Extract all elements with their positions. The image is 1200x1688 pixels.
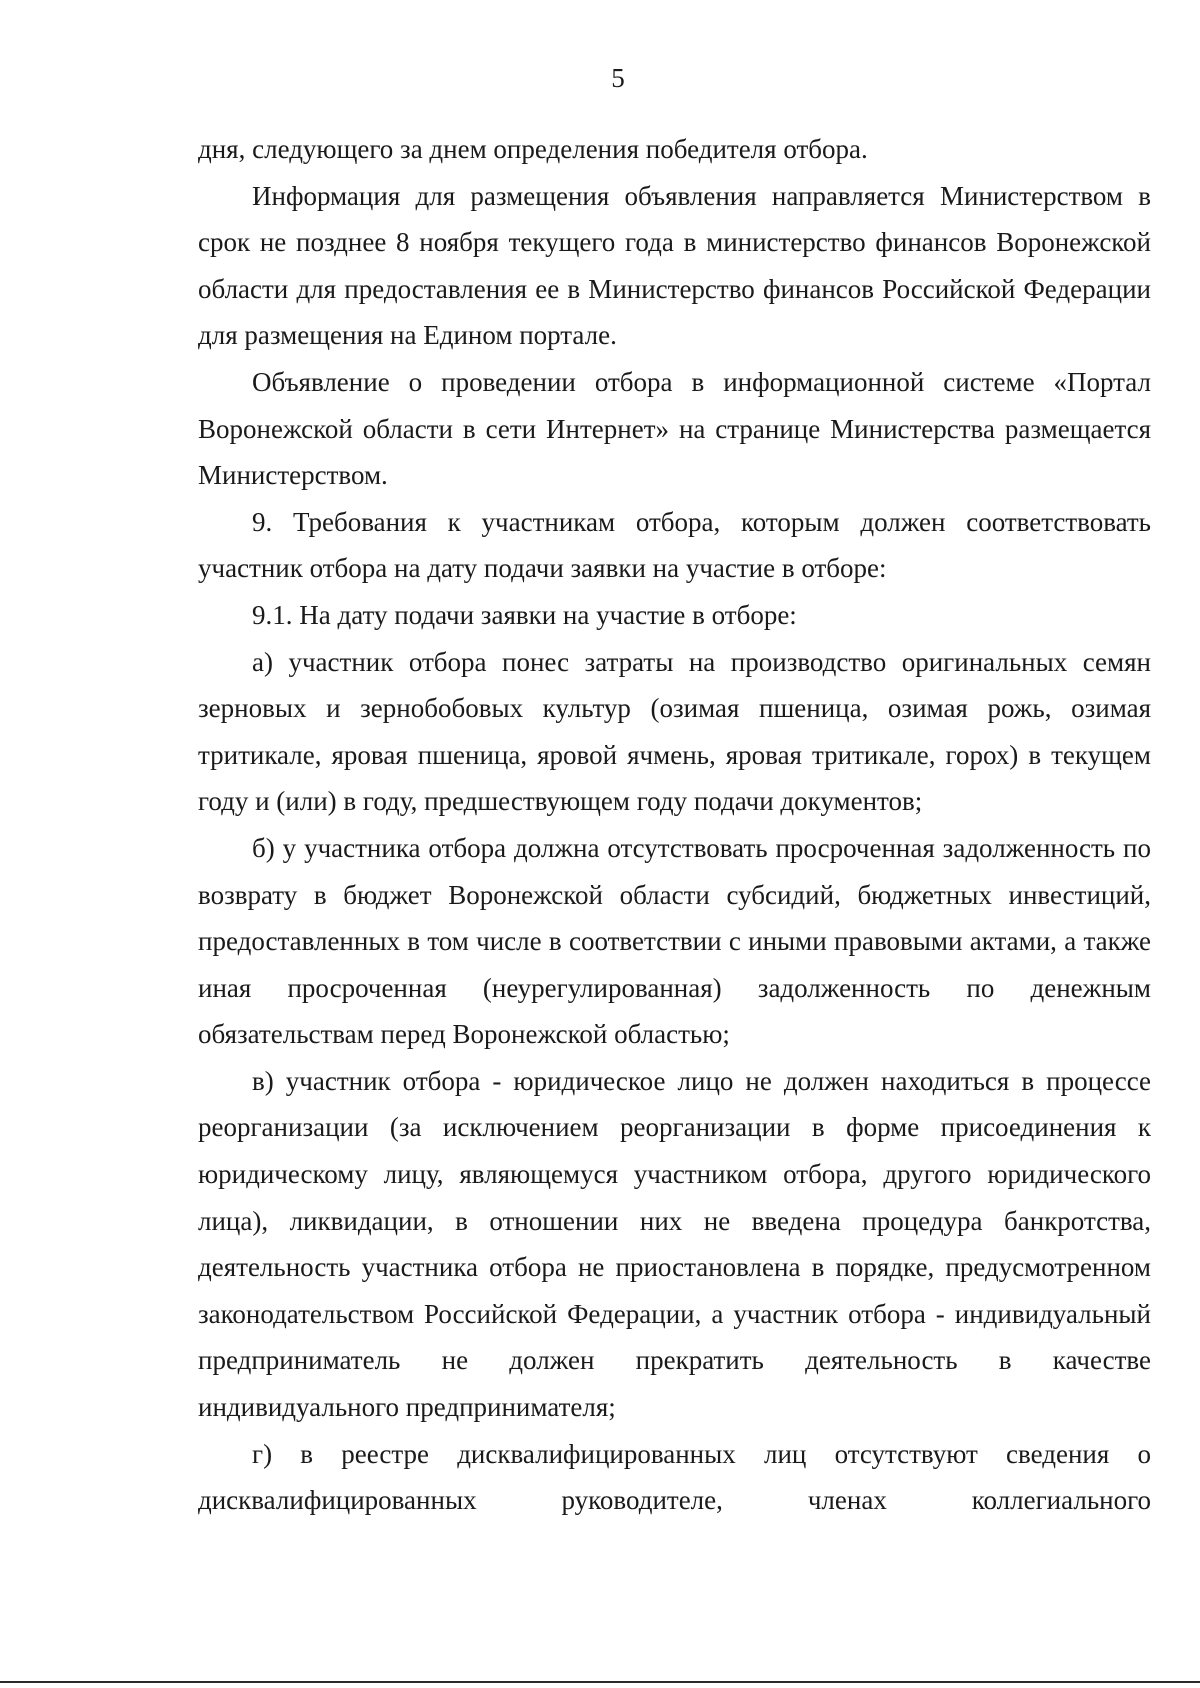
paragraph-section-9-requirements: 9. Требования к участникам отбора, которым должен соответствовать участник отбора на дату подачи заявки на участие в отборе: [198,506,1151,584]
document-body [198,126,1151,1524]
page-number: 5 [611,63,625,93]
paragraph-item-g: г) в реестре дисквалифицированных лиц отсутствуют сведения о дисквалифицированных руководителе, членах коллегиального [198,1438,1151,1516]
paragraph-item-v: в) участник отбора - юридическое лицо не должен находиться в процессе реорганизации (за исключением реорганизации в форме присоединения к юридическому лицу, являющемуся участником отбора, другого юридического лица), ликвидации, в отношении них не введена процедура банкротства, деятельность участника отбора не приостановлена в порядке, предусмотренном законодательством Российской Федерации, а участник отбора - индивидуальный предприниматель не должен прекратить деятельность в качестве индивидуального предпринимателя; [198,1065,1151,1423]
paragraph-continuation: дня, следующего за днем определения победителя отбора. [198,134,868,164]
paragraph-item-b: б) у участника отбора должна отсутствовать просроченная задолженность по возврату в бюджет Воронежской области субсидий, бюджетных инвестиций, предоставленных в том числе в соответствии с иными правовыми актами, а также иная просроченная (неурегулированная) задолженность по денежным обязательствам перед Воронежской областью; [198,832,1151,1050]
bottom-edge-line [0,1681,1200,1683]
paragraph-section-9-1: 9.1. На дату подачи заявки на участие в отборе: [252,599,797,630]
paragraph-item-a: а) участник отбора понес затраты на производство оригинальных семян зерновых и зернобобовых культур (озимая пшеница, озимая рожь, озимая тритикале, яровая пшеница, яровой ячмень, яровая тритикале, горох) в текущем году и (или) в году, предшествующем году подачи документов; [198,646,1151,817]
paragraph-announcement-portal: Объявление о проведении отбора в информационной системе «Портал Воронежской области в сети Интернет» на странице Министерства размещается Министерством. [198,366,1151,491]
paragraph-information-placement: Информация для размещения объявления направляется Министерством в срок не позднее 8 ноября текущего года в министерство финансов Воронежской области для предоставления ее в Министерство финансов Российской Федерации для размещения на Едином портале. [198,180,1151,351]
